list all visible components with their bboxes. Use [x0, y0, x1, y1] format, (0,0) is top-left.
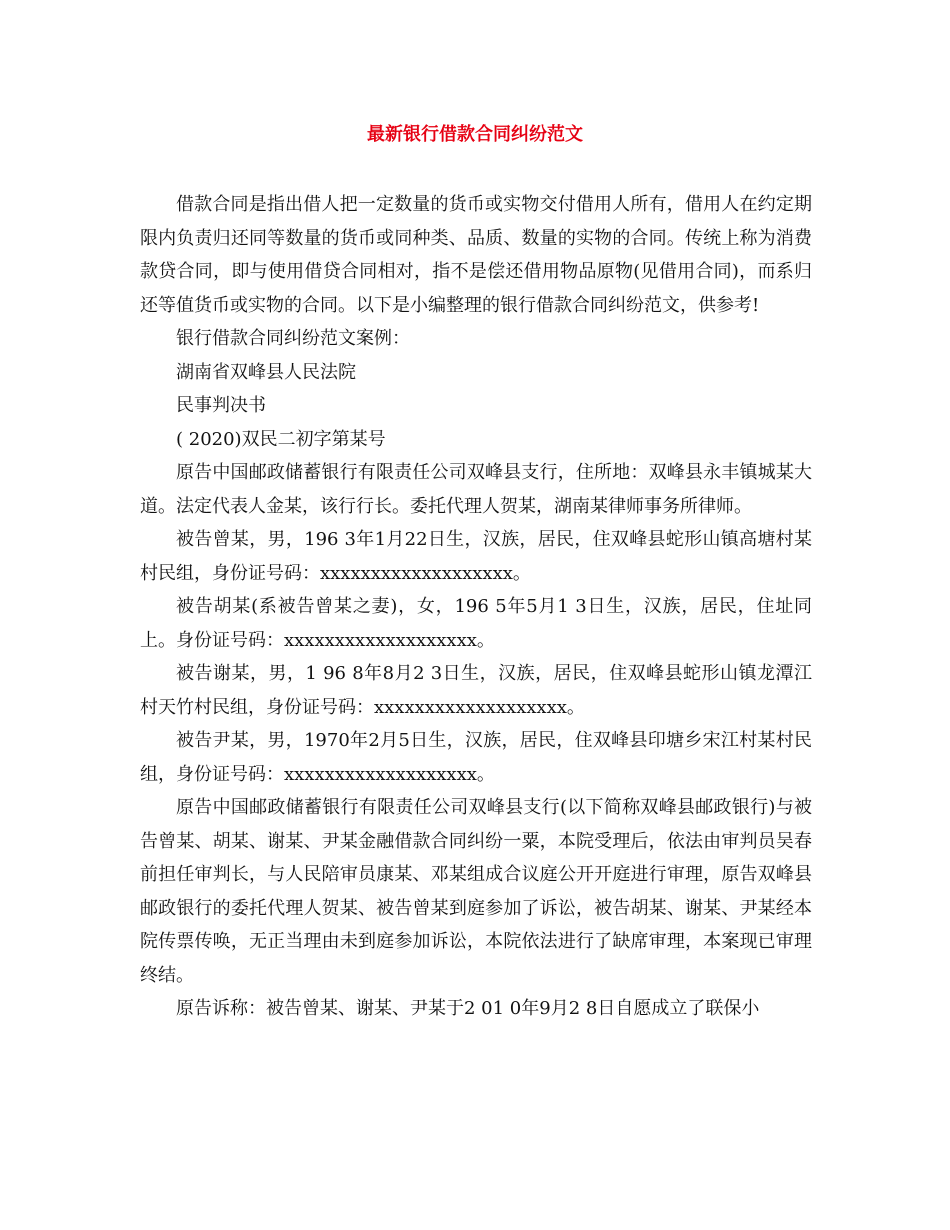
paragraph-defendant-zeng: 被告曾某，男，196 3年1月22日生，汉族，居民，住双峰县蛇形山镇高塘村某村民组，身份证号码：xxxxxxxxxxxxxxxxxxx。 [140, 529, 812, 584]
paragraph-court-name: 湖南省双峰县人民法院 [176, 361, 356, 383]
paragraph-intro: 借款合同是指出借人把一定数量的货币或实物交付借用人所有，借用人在约定期限内负责归还同等数量的货币或同种类、品质、数量的实物的合同。传统上称为消费款贷合同，即与使用借贷合同相对，指不是偿还借用物品原物(见借用合同)，而系归还等值货币或实物的合同。以下是小编整理的银行借款合同纠纷范文，供参考! [140, 194, 812, 316]
paragraph-defendant-yin: 被告尹某，男，1970年2月5日生，汉族，居民，住双峰县印塘乡宋江村某村民组，身份证号码：xxxxxxxxxxxxxxxxxxx。 [140, 730, 812, 785]
paragraph-plaintiff: 原告中国邮政储蓄银行有限责任公司双峰县支行，住所地：双峰县永丰镇城某大道。法定代表人金某，该行行长。委托代理人贺某，湖南某律师事务所律师。 [140, 462, 812, 517]
paragraph-judgment-type: 民事判决书 [176, 395, 266, 416]
document-body [140, 188, 812, 1026]
document-title: 最新银行借款合同纠纷范文 [367, 124, 583, 145]
paragraph-defendant-xie: 被告谢某，男，1 96 8年8月2 3日生，汉族，居民，住双峰县蛇形山镇龙潭江村天竹村民组，身份证号码：xxxxxxxxxxxxxxxxxxx。 [140, 663, 812, 718]
paragraph-proceedings: 原告中国邮政储蓄银行有限责任公司双峰县支行(以下简称双峰县邮政银行)与被告曾某、胡某、谢某、尹某金融借款合同纠纷一粟，本院受理后，依法由审判员吴春前担任审判长，与人民陪审员康某、邓某组成合议庭公开开庭进行审理，原告双峰县邮政银行的委托代理人贺某、被告曾某到庭参加了诉讼，被告胡某、谢某、尹某经本院传票传唤，无正当理由未到庭参加诉讼，本院依法进行了缺席审理，本案现已审理终结。 [140, 797, 812, 986]
paragraph-case-number: ( 2020)双民二初字第某号 [176, 428, 386, 450]
paragraph-plaintiff-claim: 原告诉称：被告曾某、谢某、尹某于2 01 0年9月2 8日自愿成立了联保小 [176, 998, 760, 1019]
paragraph-case-heading: 银行借款合同纠纷范文案例： [176, 328, 410, 349]
paragraph-defendant-hu: 被告胡某(系被告曾某之妻)，女，196 5年5月1 3日生，汉族，居民，住址同上。身份证号码：xxxxxxxxxxxxxxxxxxx。 [140, 596, 812, 651]
